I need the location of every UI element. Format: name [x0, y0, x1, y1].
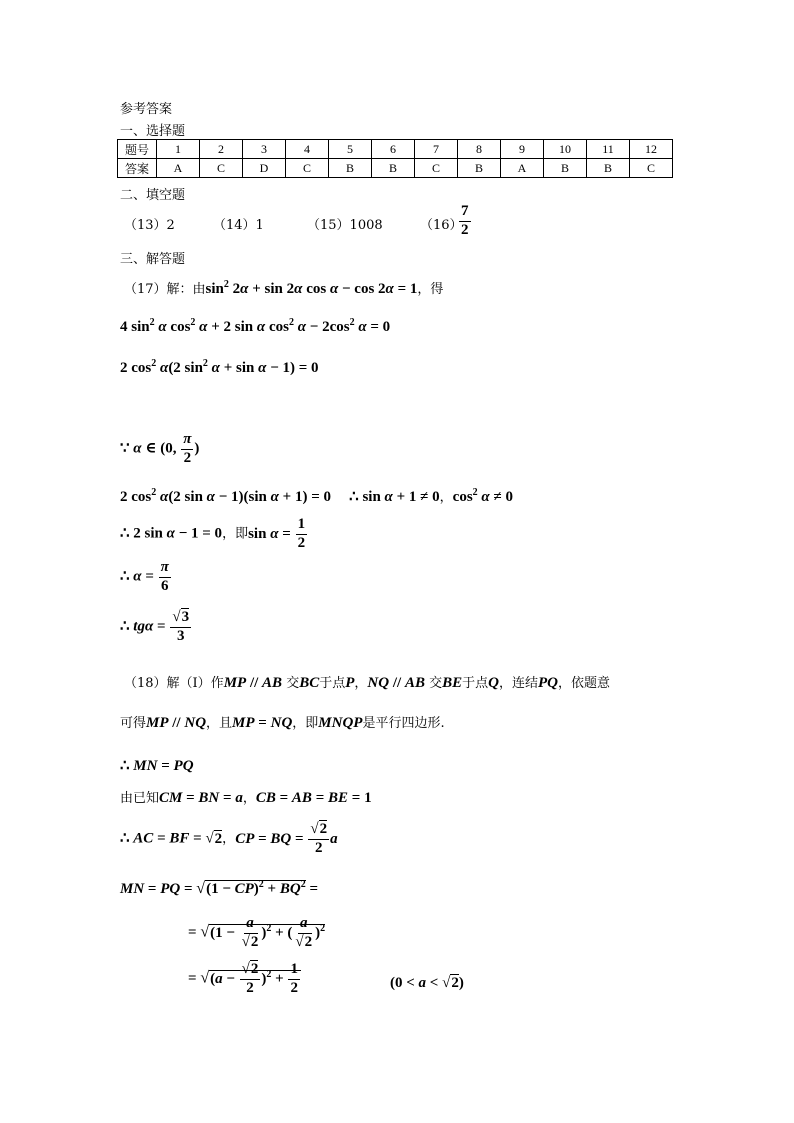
table-header-cell: 题号 [118, 140, 157, 159]
table-cell: B [587, 159, 630, 178]
p18-lead: （18）解（I）作 [124, 676, 224, 691]
table-cell: 4 [286, 140, 329, 159]
table-cell: B [329, 159, 372, 178]
table-cell: B [544, 159, 587, 178]
table-cell: 11 [587, 140, 630, 159]
p18-line-1: （18）解（I）作MP // AB 交BC于点P，NQ // AB 交BE于点Q，连结PQ，依题意 [124, 675, 611, 691]
table-cell: C [630, 159, 673, 178]
table-cell: D [243, 159, 286, 178]
table-cell: A [157, 159, 200, 178]
p18-kede: 可得 [120, 716, 147, 731]
p17-ji: ，即 [222, 526, 249, 542]
table-cell: B [372, 159, 415, 178]
p18-mn-formula-1: MN = PQ = $√(1 - CP)^2 + BQ^2$ = [120, 879, 319, 897]
p18-pingxing: 是平行四边形. [362, 716, 445, 731]
table-cell: 12 [630, 140, 673, 159]
table-cell: 7 [415, 140, 458, 159]
table-header-cell: 答案 [118, 159, 157, 178]
p17-tan-value: ∴ tgα = $\frac{√3}{3}$ [120, 609, 190, 644]
p17-de: ，得 [417, 282, 444, 297]
table-cell: 10 [544, 140, 587, 159]
p18-comma3: ， [222, 831, 236, 847]
p18-yitiyi: ，依题意 [558, 676, 611, 691]
p18-lengths: ∴ AC = BF = √2，CP = BQ = $\frac{√2}{2}$ a [120, 821, 338, 856]
p18-mn-formula-3: = √(a − $\frac{√2}{2}$ )$^2$ + $\frac{1}{2}$ [188, 962, 301, 997]
page-title: 参考答案 [120, 102, 173, 117]
section-solve-heading: 三、解答题 [120, 252, 186, 267]
table-row [118, 140, 673, 159]
table-cell: C [286, 159, 329, 178]
fill-answer-15: （15）1008 [307, 218, 383, 233]
p18-given: 由已知CM = BN = a，CB = AB = BE = 1 [120, 790, 372, 806]
fill-answer-14: （14）1 [213, 218, 264, 233]
p17-intro: （17）解：由 [124, 282, 206, 297]
fraction-denominator: 2 [461, 221, 469, 238]
p18-mn-formula-2: = √(1 − $\frac{a}{√2}$ )$^2$ + ( $\frac{a}{√2}$ )$^2$ [188, 915, 326, 950]
p18-range: (0 < a < √2) [390, 975, 464, 991]
p18-lianjie: ，连结 [498, 676, 538, 691]
table-cell: 9 [501, 140, 544, 159]
p17-line-1: （17）解：由$\sin^2 2\alpha + \sin 2\alpha$ cos α − cos 2α = 1，得 [124, 279, 444, 297]
p17-comma: ， [439, 490, 453, 505]
fraction-numerator: 7 [459, 204, 471, 222]
p17-alpha-value: ∴ α = $\frac{\pi}{6}$ [120, 559, 169, 594]
table-row [118, 159, 673, 178]
fill-answer-13: （13）2 [124, 218, 175, 233]
fill-answer-16 [420, 214, 463, 233]
p18-jiao1: 交 [286, 676, 300, 691]
p18-jiao2: 交 [429, 676, 443, 691]
p18-qie: ，且 [206, 716, 233, 731]
p18-line-2: 可得MP // NQ，且MP = NQ，即MNQP是平行四边形. [120, 715, 445, 731]
p17-equation-4: 2 $\cos^2 \alpha(2$ sin α − 1)(sin α + 1) = 0 ∴ sin α + 1 ≠ 0，$\cos^2 \alpha \ne 0$ [120, 487, 513, 505]
p17-equation-3: 2 $\cos^2 \alpha(2$ $\sin^2 \alpha + \sin \alpha - 1) = 0$ [120, 358, 319, 376]
p18-youyizhi: 由已知 [120, 791, 160, 806]
p18-comma1: ， [354, 676, 368, 691]
p17-equation-2: 4 $\sin^2 \alpha$ $\cos^2 \alpha + 2$ sin α $\cos^2 \alpha - 2\cos^2$ α = 0 [120, 317, 391, 335]
table-cell: 5 [329, 140, 372, 159]
table-cell: A [501, 159, 544, 178]
p18-mn-eq-pq: ∴ MN = PQ [120, 758, 194, 774]
fill-answer-16-fraction [458, 204, 472, 239]
table-cell: B [458, 159, 501, 178]
p17-alpha-range: ∵ α ∈ (0, $\frac{\pi}{2}$ ) [120, 431, 200, 466]
table-cell: 8 [458, 140, 501, 159]
section-choice-heading: 一、选择题 [120, 124, 186, 139]
table-cell: 6 [372, 140, 415, 159]
table-cell: C [200, 159, 243, 178]
table-cell: 3 [243, 140, 286, 159]
table-cell: C [415, 159, 458, 178]
p18-yudian2: 于点 [462, 676, 489, 691]
section-fill-heading: 二、填空题 [120, 188, 186, 203]
table-cell: 1 [157, 140, 200, 159]
p18-yudian1: 于点 [319, 676, 346, 691]
p18-comma2: ， [242, 791, 256, 806]
fill-answer-16-label: （16） [420, 218, 463, 233]
answer-table [117, 139, 673, 178]
table-cell: 2 [200, 140, 243, 159]
p18-ji: ，即 [292, 716, 319, 731]
p17-sin-value: ∴ 2 sin α − 1 = 0，即sin α = $\frac{1}{2}$ [120, 516, 306, 551]
